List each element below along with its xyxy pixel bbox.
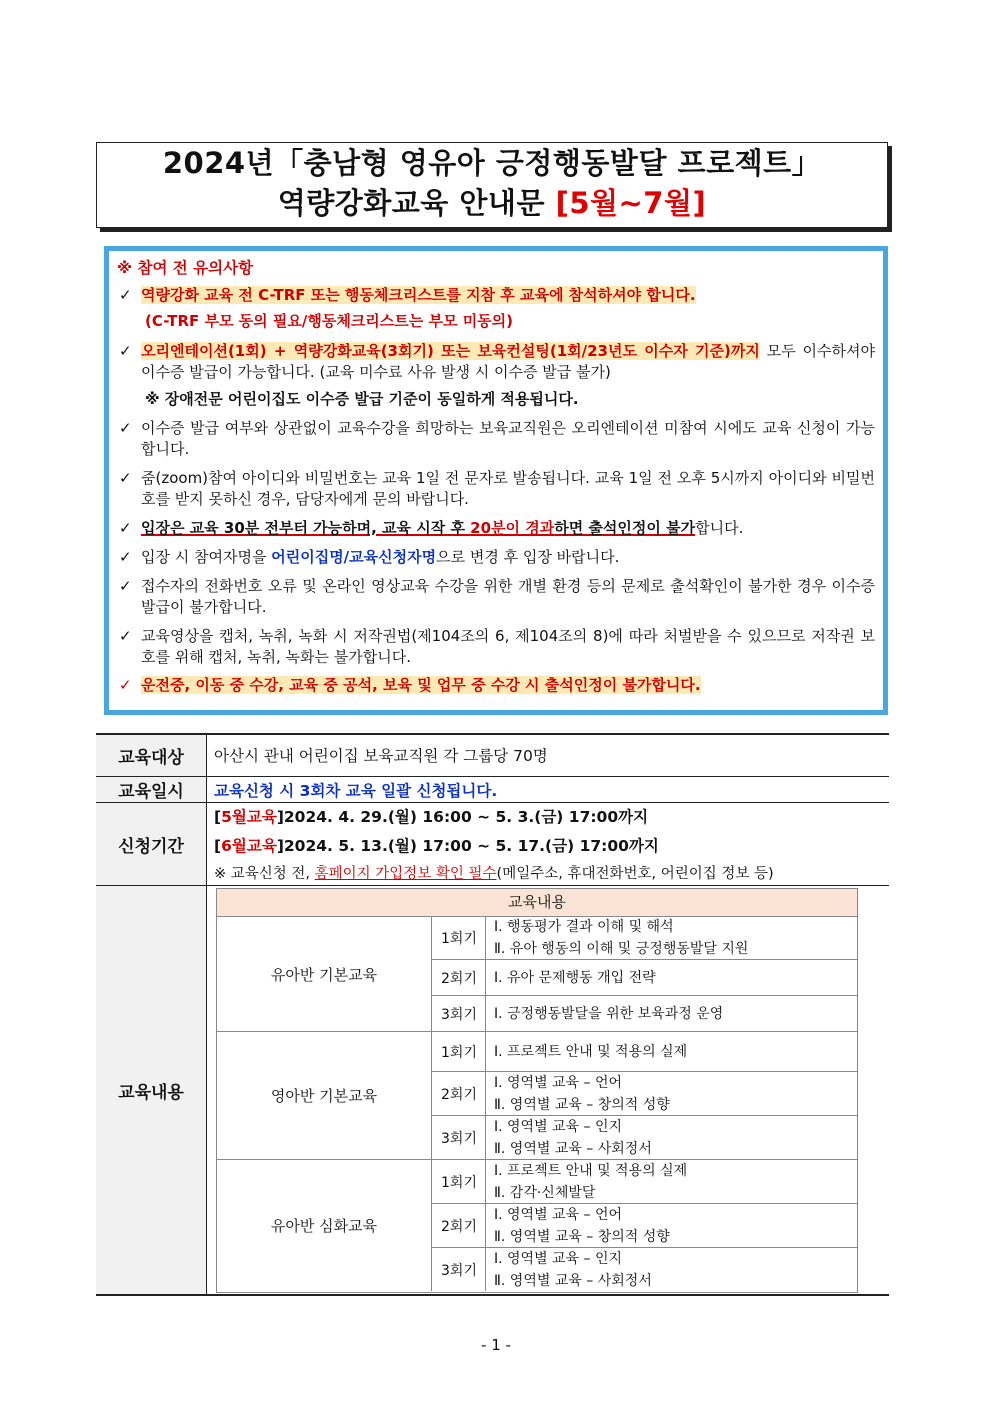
title-line-2-text: 역량강화교육 안내문: [277, 186, 556, 220]
notice-item-text: 합니다.: [695, 519, 744, 537]
period-may: [214, 805, 648, 827]
table-column-divider: [206, 734, 207, 1294]
topic-item: Ⅰ. 프로젝트 안내 및 적용의 실제: [494, 1043, 688, 1060]
notice-item: [117, 418, 875, 460]
session-topics: [485, 917, 857, 959]
notice-item: [117, 626, 875, 668]
check-icon: ✓: [119, 519, 132, 537]
topic-item: Ⅱ. 영역별 교육 – 창의적 성향: [494, 1228, 670, 1245]
topic-item: Ⅰ. 영역별 교육 – 인지: [494, 1250, 623, 1267]
table-divider: [96, 885, 889, 886]
notice-item-note: ※ 장애전문 어린이집도 이수증 발급 기준이 동일하게 적용됩니다.: [145, 390, 579, 408]
topic-item: Ⅰ. 영역별 교육 – 인지: [494, 1118, 623, 1135]
group-name: 유아반 심화교육: [270, 1217, 378, 1235]
notice-item-text: 으로 변경 후 입장 바랍니다.: [436, 548, 620, 566]
period-june-label: 6월교육: [221, 837, 277, 855]
check-icon: ✓: [119, 469, 132, 487]
check-icon: ✓: [119, 548, 132, 566]
notice-item-text: 줌(zoom)참여 아이디와 비밀번호는 교육 1일 전 문자로 발송됩니다. 교육 1일 전 오후 5시까지 아이디와 비밀번호를 받지 못하신 경우, 담당자에게 문의 바랍니다.: [141, 469, 875, 508]
topic-item: Ⅱ. 영역별 교육 – 사회정서: [494, 1140, 652, 1157]
notice-item-text: 역량강화 교육 전 C-TRF 또는 행동체크리스트를 지참 후 교육에 참석하셔야 합니다.: [141, 286, 696, 304]
period-note: [214, 862, 774, 883]
topic-item: Ⅱ. 영역별 교육 – 창의적 성향: [494, 1096, 670, 1113]
group-name: 영아반 기본교육: [270, 1087, 378, 1105]
content-table-header: 교육내용: [217, 889, 857, 917]
notice-item: [117, 285, 875, 306]
period-note-text: (메일주소, 휴대전화번호, 어린이집 정보 등): [496, 866, 774, 882]
notice-item-text: 이수증 발급 여부와 상관없이 교육수강을 희망하는 보육교직원은 오리엔테이션 미참여 시에도 교육 신청이 가능합니다.: [141, 419, 875, 458]
target-value: 아산시 관내 어린이집 보육교직원 각 그룹당 70명: [214, 747, 548, 765]
period-may-dates: ]2024. 4. 29.(월) 16:00 ~ 5. 3.(금) 17:00까지: [276, 808, 649, 826]
title-line-2: [97, 183, 887, 223]
notice-item-text: 입장은 교육 30분 전부터 가능하며, 교육 시작 후: [141, 519, 471, 537]
session-topics: [485, 1116, 857, 1159]
date-value: 교육신청 시 3회차 교육 일괄 신청됩니다.: [214, 782, 498, 800]
topic-item: Ⅰ. 영역별 교육 – 언어: [494, 1074, 623, 1091]
topic-item: Ⅰ. 프로젝트 안내 및 적용의 실제: [494, 1162, 688, 1179]
notice-item: [117, 547, 875, 568]
check-icon: ✓: [119, 627, 132, 645]
session-topics: [485, 1072, 857, 1115]
notice-item: [117, 518, 875, 539]
session-label: 3회기: [431, 996, 486, 1031]
notice-item-text: 모두 이수하셔야 이수증 발급이 가능합니다. (교육 미수료 사유 발생 시 이수증 발급 불가): [141, 342, 876, 381]
session-label: 2회기: [431, 1204, 486, 1247]
notice-item-text: 교육영상을 캡처, 녹취, 녹화 시 저작권법(제104조의 6, 제104조의 8)에 따라 처벌받을 수 있으므로 저작권 보호를 위해 캡처, 녹취, 녹화는 불가합니다.: [141, 627, 875, 666]
table-divider: [96, 776, 889, 777]
date-label: 교육일시: [96, 777, 206, 802]
check-icon: ✓: [119, 286, 132, 304]
session-label: 3회기: [431, 1248, 486, 1291]
notice-item-sub: (C-TRF 부모 동의 필요/행동체크리스트는 부모 미동의): [145, 312, 514, 330]
notice-item-text: 하면 출석인정이 불가: [554, 519, 696, 537]
content-table: [216, 888, 858, 1293]
session-topics: [485, 1160, 857, 1203]
check-icon: ✓: [119, 676, 132, 694]
topic-item: Ⅰ. 영역별 교육 – 언어: [494, 1206, 623, 1223]
notice-item: [117, 576, 875, 618]
session-topics: [485, 1032, 857, 1071]
notice-item-emphasis: 오리엔테이션(1회) + 역량강화교육(3회기) 또는 보육컨설팅(1회/23년도 이수자 기준)까지: [141, 342, 760, 360]
period-note-text: ※ 교육신청 전,: [214, 866, 315, 882]
notice-heading: ※ 참여 전 유의사항: [117, 259, 254, 277]
title-box: [96, 142, 888, 228]
table-border-top: [96, 733, 889, 735]
topic-item: Ⅰ. 긍정행동발달을 위한 보육과정 운영: [494, 1005, 724, 1022]
target-label: 교육대상: [96, 735, 206, 776]
session-label: 1회기: [431, 917, 486, 959]
check-icon: ✓: [119, 342, 132, 360]
period-label: 신청기간: [96, 803, 206, 885]
session-topics: [485, 996, 857, 1031]
notice-item-text: 운전중, 이동 중 수강, 교육 중 공석, 보육 및 업무 중 수강 시 출석인정이 불가합니다.: [141, 676, 701, 694]
notice-item-text: 입장 시 참여자명을: [141, 548, 272, 566]
session-topics: [485, 1204, 857, 1247]
notice-item-text: 접수자의 전화번호 오류 및 온라인 영상교육 수강을 위한 개별 환경 등의 문제로 출석확인이 불가한 경우 이수증 발급이 불가합니다.: [141, 577, 875, 616]
session-topics: [485, 1248, 857, 1291]
notice-item-emphasis: 어린이집명/교육신청자명: [271, 548, 437, 566]
topic-item: Ⅰ. 유아 문제행동 개입 전략: [494, 969, 656, 986]
topic-item: Ⅱ. 유아 행동의 이해 및 긍정행동발달 지원: [494, 941, 749, 957]
period-june-dates: ]2024. 5. 13.(월) 17:00 ~ 5. 17.(금) 17:00까지: [276, 837, 659, 855]
table-divider: [96, 802, 889, 803]
notice-box: [104, 246, 888, 715]
group-name: 유아반 기본교육: [270, 965, 378, 984]
notice-item: [117, 341, 875, 383]
session-label: 2회기: [431, 1072, 486, 1115]
check-icon: ✓: [119, 577, 132, 595]
page-number: - 1 -: [481, 1336, 511, 1354]
notice-item-emphasis: 20분이 경과: [470, 519, 555, 537]
period-june: [214, 834, 659, 856]
notice-item: [117, 675, 875, 696]
session-label: 3회기: [431, 1116, 486, 1159]
topic-item: Ⅱ. 감각·신체발달: [494, 1184, 596, 1201]
session-label: 2회기: [431, 960, 486, 995]
period-note-emphasis: 홈페이지 가입정보 확인 필수: [314, 866, 497, 882]
notice-item: [117, 468, 875, 510]
period-bracket: [: [214, 808, 222, 826]
topic-item: Ⅱ. 영역별 교육 – 사회정서: [494, 1272, 652, 1289]
title-period: [5월~7월]: [555, 186, 707, 220]
topic-item: Ⅰ. 행동평가 결과 이해 및 해석: [494, 919, 674, 935]
check-icon: ✓: [119, 419, 132, 437]
period-may-label: 5월교육: [221, 808, 277, 826]
title-line-1: 2024년「충남형 영유아 긍정행동발달 프로젝트」: [162, 146, 822, 180]
period-bracket: [: [214, 837, 222, 855]
content-label: 교육내용: [96, 886, 206, 1294]
session-label: 1회기: [431, 1160, 486, 1203]
session-topics: [485, 960, 857, 995]
session-label: 1회기: [431, 1032, 486, 1071]
table-border-bottom: [96, 1294, 889, 1296]
